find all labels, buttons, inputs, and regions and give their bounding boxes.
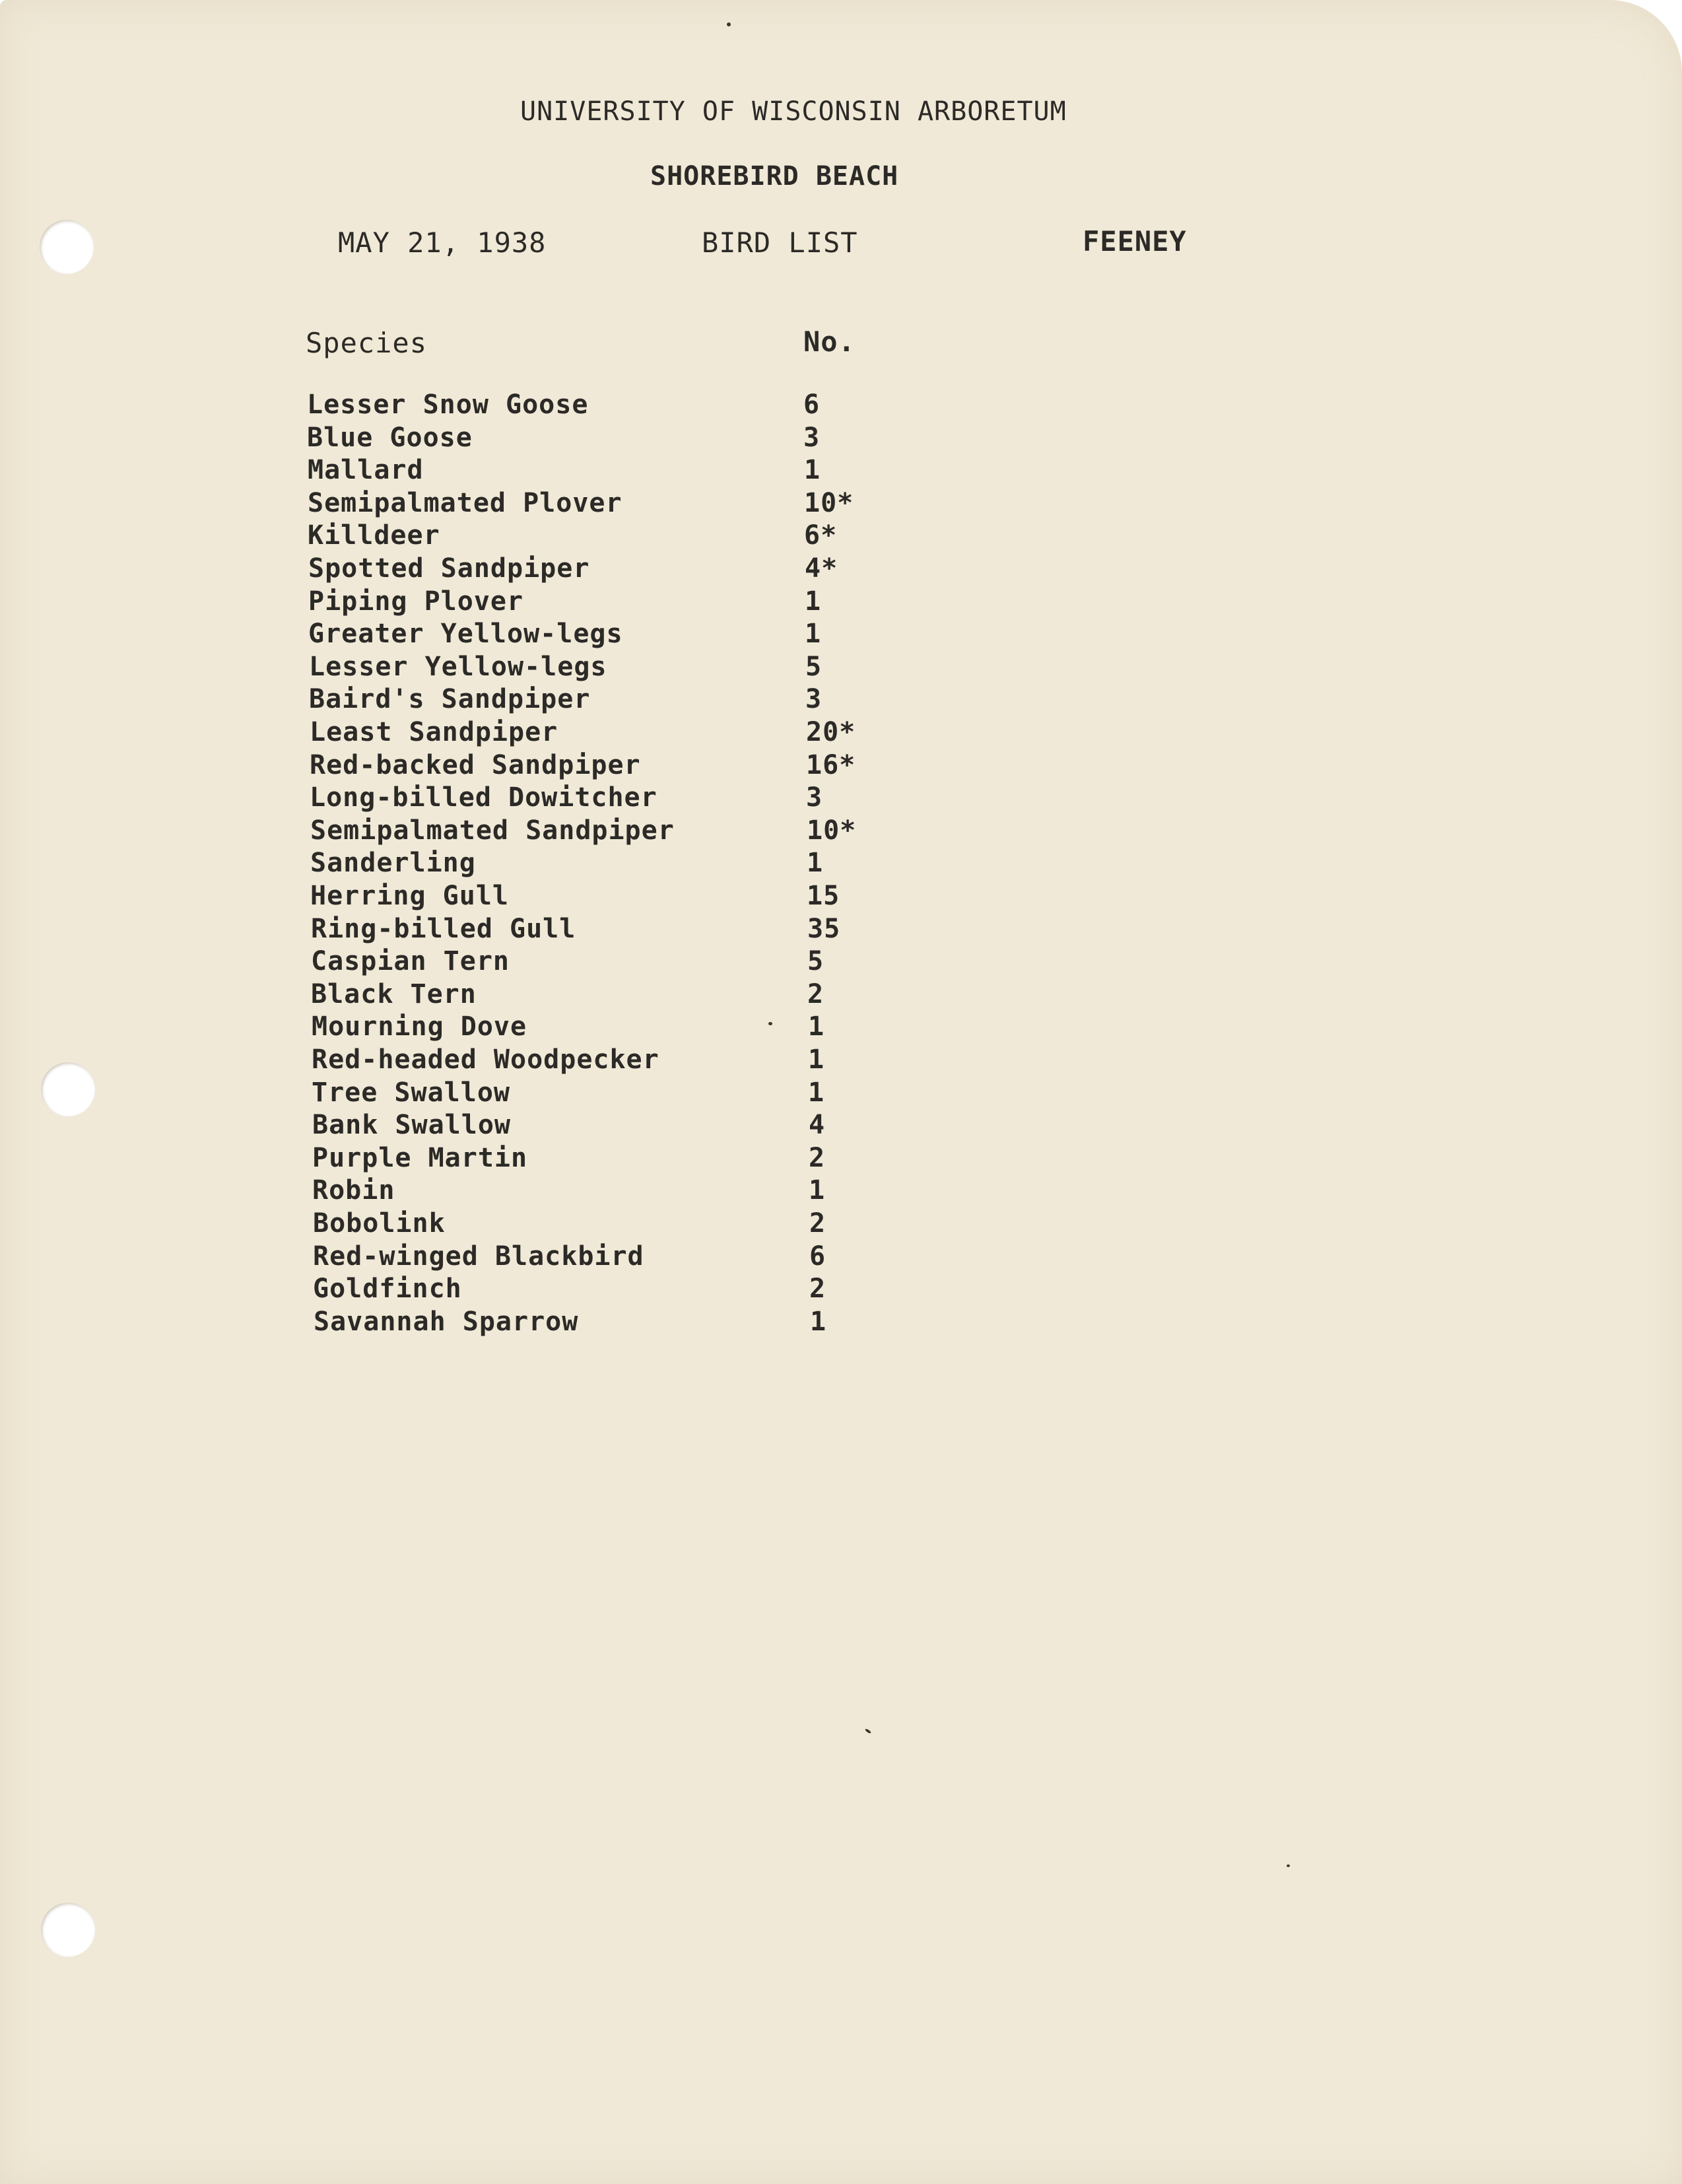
species-count: 16* [806, 750, 856, 780]
list-item [312, 1110, 906, 1143]
species-count: 10* [807, 815, 857, 846]
species-count: 2 [807, 979, 824, 1009]
species-name: Spotted Sandpiper [308, 553, 590, 584]
species-name: Ring-billed Gull [311, 914, 576, 944]
list-item [309, 684, 903, 717]
species-count: 4 [809, 1110, 826, 1140]
list-item [308, 619, 902, 652]
ink-speck [865, 1728, 871, 1734]
species-count: 20* [806, 717, 856, 747]
list-item [308, 586, 902, 619]
species-name: Blue Goose [307, 423, 473, 453]
species-count: 2 [809, 1143, 826, 1173]
observer-name: FEENEY [1083, 225, 1187, 257]
species-name: Bank Swallow [312, 1110, 511, 1140]
species-name: Black Tern [311, 979, 477, 1009]
species-count: 6* [804, 520, 838, 551]
species-name: Bobolink [313, 1208, 446, 1239]
species-name: Purple Martin [312, 1143, 528, 1173]
list-item [308, 520, 902, 553]
list-item [312, 1175, 906, 1208]
species-name: Killdeer [308, 520, 440, 551]
species-count: 2 [809, 1208, 826, 1239]
list-item [312, 1077, 906, 1110]
ink-speck [727, 22, 731, 26]
species-name: Least Sandpiper [310, 717, 558, 747]
species-count: 5 [805, 652, 823, 682]
list-item [311, 979, 905, 1012]
species-name: Greater Yellow-legs [308, 619, 623, 649]
species-name: Goldfinch [313, 1274, 462, 1304]
species-name: Red-winged Blackbird [313, 1241, 644, 1272]
species-count: 1 [805, 586, 822, 617]
punch-hole-middle [41, 1062, 95, 1116]
species-name: Piping Plover [308, 586, 524, 617]
species-name: Tree Swallow [312, 1077, 510, 1108]
list-item [314, 1307, 908, 1340]
species-count: 10* [804, 488, 854, 518]
list-item [313, 1208, 907, 1241]
species-count: 1 [808, 1011, 825, 1042]
species-name: Mourning Dove [312, 1011, 527, 1042]
species-name: Semipalmated Sandpiper [310, 815, 675, 846]
species-count: 3 [806, 782, 823, 813]
list-item [312, 1044, 906, 1077]
species-count: 6 [809, 1241, 826, 1272]
species-count: 1 [807, 848, 824, 878]
species-count: 1 [810, 1307, 827, 1337]
species-count: 1 [808, 1077, 825, 1108]
ink-speck [1287, 1864, 1290, 1867]
species-name: Semipalmated Plover [308, 488, 622, 518]
list-item [308, 455, 902, 488]
list-item [312, 1011, 906, 1044]
species-name: Sanderling [310, 848, 476, 878]
species-count: 1 [805, 619, 822, 649]
species-count: 5 [807, 946, 824, 976]
species-count: 1 [804, 455, 821, 485]
species-name: Lesser Yellow-legs [309, 652, 607, 682]
list-item [310, 782, 904, 815]
species-name: Red-headed Woodpecker [312, 1044, 659, 1075]
list-item [310, 848, 904, 881]
list-item [313, 1241, 907, 1274]
list-date: MAY 21, 1938 [338, 226, 547, 259]
species-name: Baird's Sandpiper [309, 684, 591, 714]
species-name: Long-billed Dowitcher [310, 782, 657, 813]
list-item [309, 652, 903, 685]
punch-hole-top [40, 220, 94, 274]
list-item [308, 553, 902, 586]
species-count: 6 [803, 390, 821, 420]
species-column-header: Species [306, 327, 428, 359]
institution-title: UNIVERSITY OF WISCONSIN ARBORETUM [520, 96, 1067, 127]
list-item [310, 881, 904, 914]
species-name: Herring Gull [310, 881, 509, 911]
list-item [308, 488, 902, 521]
list-item [311, 914, 905, 947]
list-item [313, 1274, 907, 1307]
location-title: SHOREBIRD BEACH [650, 161, 899, 191]
list-item [307, 390, 901, 423]
species-count: 4* [805, 553, 838, 584]
species-count: 35 [807, 914, 841, 944]
species-name: Savannah Sparrow [314, 1307, 579, 1337]
species-count: 15 [807, 881, 840, 911]
punch-hole-bottom [41, 1903, 95, 1957]
species-name: Red-backed Sandpiper [310, 750, 641, 780]
species-name: Robin [312, 1175, 395, 1206]
species-count: 3 [803, 423, 821, 453]
species-name: Lesser Snow Goose [307, 390, 589, 420]
list-item [312, 1143, 906, 1176]
list-item [310, 717, 904, 750]
list-item [310, 815, 904, 848]
species-name: Mallard [308, 455, 424, 485]
list-item [310, 750, 904, 783]
list-item [307, 423, 901, 456]
list-item [311, 946, 905, 979]
species-count: 2 [809, 1274, 826, 1304]
count-column-header: No. [803, 325, 856, 358]
species-count: 3 [805, 684, 823, 714]
species-count: 1 [809, 1175, 826, 1206]
species-count: 1 [808, 1044, 825, 1075]
ink-speck [768, 1022, 772, 1025]
list-title: BIRD LIST [702, 226, 858, 259]
species-name: Caspian Tern [311, 946, 510, 976]
